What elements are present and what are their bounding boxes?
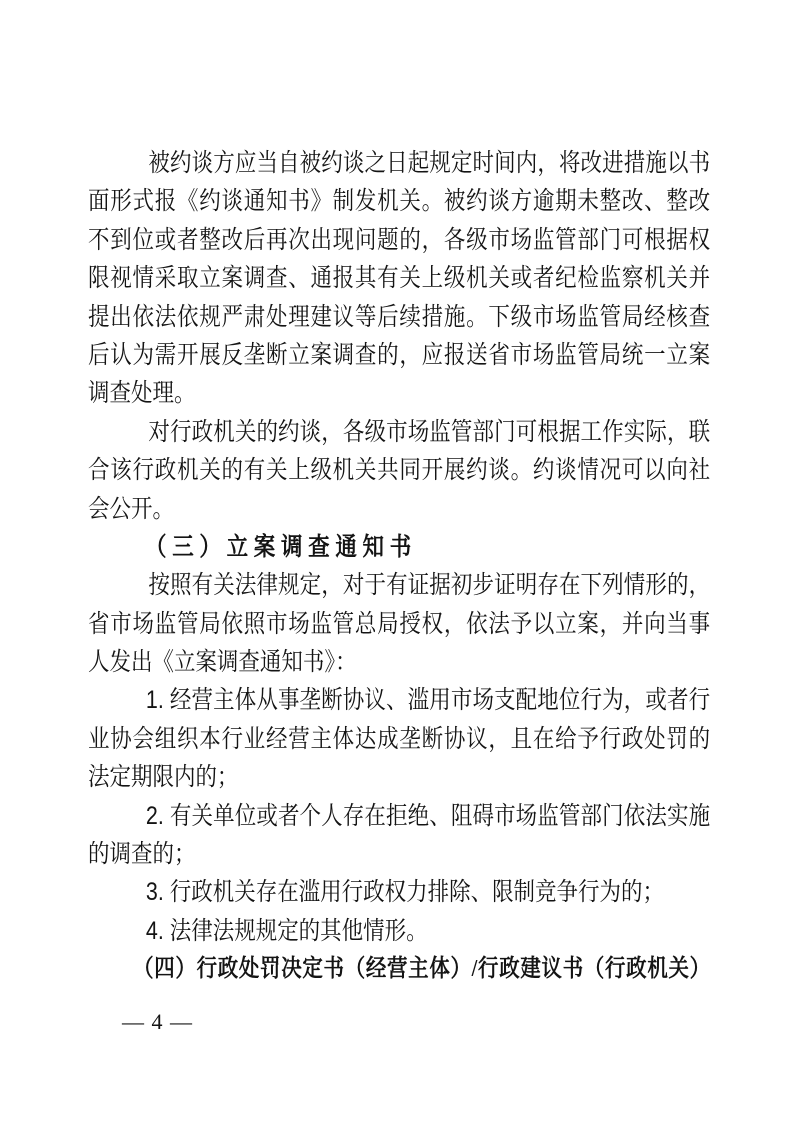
text-line: 人发出《立案调查通知书》： <box>88 648 357 677</box>
text-line: 后认为需开展反垄断立案调查的，应报送省市场监管局统一立案 <box>88 340 711 369</box>
text-line: 面形式报《约谈通知书》制发机关。被约谈方逾期未整改、整改 <box>88 187 711 216</box>
text-line: （四）行政处罚决定书（经营主体）/行政建议书（行政机关） <box>133 956 711 983</box>
text-line: 会公开。 <box>88 494 174 523</box>
page-number: — 4 — <box>122 1009 193 1034</box>
text-line: 2. 有关单位或者个人存在拒绝、阻碍市场监管部门依法实施 <box>145 801 711 830</box>
text-line: 法定期限内的； <box>88 763 239 792</box>
text-line: 4. 法律法规规定的其他情形。 <box>145 916 428 945</box>
text-line: 1. 经营主体从事垄断协议、滥用市场支配地位行为，或者行 <box>145 686 711 715</box>
text-line: 提出依法依规严肃处理建议等后续措施。下级市场监管局经核查 <box>88 302 711 331</box>
text-line: 的调查的； <box>88 840 196 869</box>
text-line: 合该行政机关的有关上级机关共同开展约谈。约谈情况可以向社 <box>88 456 711 485</box>
text-line: 限视情采取立案调查、通报其有关上级机关或者纪检监察机关并 <box>88 264 711 293</box>
text-line: 业协会组织本行业经营主体达成垄断协议，且在给予行政处罚的 <box>88 724 711 753</box>
text-line: 按照有关法律规定，对于有证据初步证明存在下列情形的， <box>148 571 711 600</box>
text-line: 对行政机关的约谈，各级市场监管部门可根据工作实际，联 <box>148 417 711 446</box>
text-line: 被约谈方应当自被约谈之日起规定时间内，将改进措施以书 <box>148 149 711 177</box>
text-block <box>88 144 710 989</box>
text-line: （三）立案调查通知书 <box>145 532 417 561</box>
text-line: 3. 行政机关存在滥用行政权力排除、限制竞争行为的； <box>145 878 664 907</box>
text-line: 省市场监管局依照市场监管总局授权，依法予以立案，并向当事 <box>88 609 711 638</box>
text-line: 不到位或者整改后再次出现问题的，各级市场监管部门可根据权 <box>88 225 711 254</box>
text-line: 调查处理。 <box>88 379 196 408</box>
